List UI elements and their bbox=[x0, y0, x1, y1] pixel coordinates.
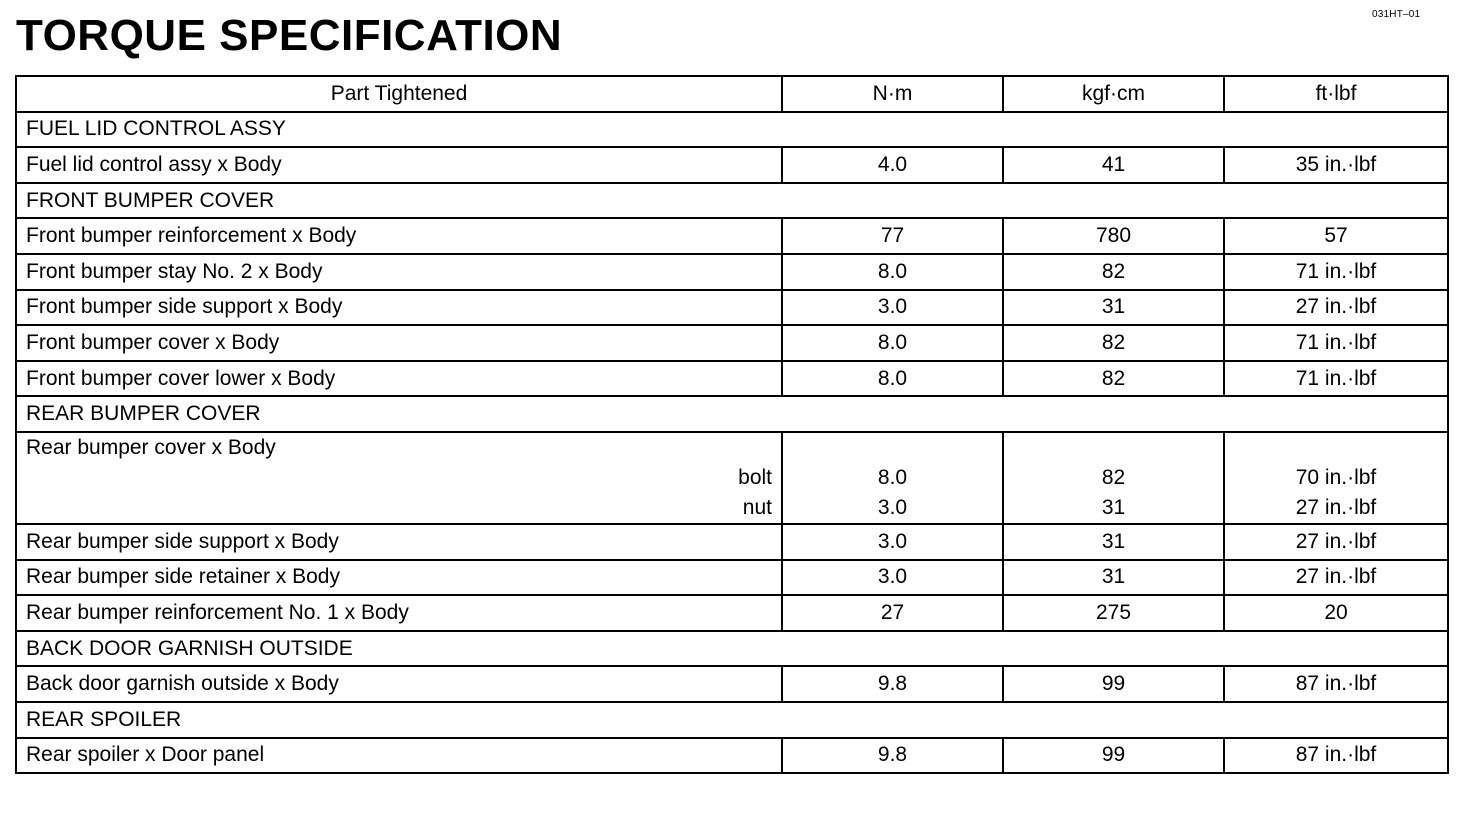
part-cell: Rear spoiler x Door panel bbox=[16, 738, 782, 774]
ftlbf-cell: 27 in.·lbf bbox=[1224, 560, 1448, 596]
part-cell: Front bumper cover x Body bbox=[16, 325, 782, 361]
nm-value-bolt: 8.0 bbox=[877, 465, 908, 489]
kgfcm-cell: 41 bbox=[1003, 147, 1224, 183]
ftlbf-cell: 27 in.·lbf bbox=[1224, 524, 1448, 560]
kgfcm-cell: 82 bbox=[1003, 254, 1224, 290]
section-row bbox=[16, 112, 1448, 148]
ftlbf-cell: 71 in.·lbf bbox=[1224, 254, 1448, 290]
ftlbf-cell: 20 bbox=[1224, 595, 1448, 631]
column-header-nm: N·m bbox=[782, 76, 1003, 112]
table-row bbox=[16, 218, 1448, 254]
part-cell: Front bumper cover lower x Body bbox=[16, 361, 782, 397]
section-label: REAR BUMPER COVER bbox=[16, 396, 1448, 432]
kgfcm-value-bolt: 82 bbox=[1101, 465, 1126, 489]
kgfcm-cell: 82 bbox=[1003, 325, 1224, 361]
document-code: 031HT–01 bbox=[1372, 9, 1421, 20]
part-cell: Front bumper reinforcement x Body bbox=[16, 218, 782, 254]
kgfcm-cell: 275 bbox=[1003, 595, 1224, 631]
nm-cell bbox=[782, 432, 1003, 524]
ftlbf-value-nut: 27 in.·lbf bbox=[1295, 495, 1377, 519]
part-cell: Rear bumper reinforcement No. 1 x Body bbox=[16, 595, 782, 631]
ftlbf-cell: 87 in.·lbf bbox=[1224, 738, 1448, 774]
table-row bbox=[16, 254, 1448, 290]
kgfcm-cell: 780 bbox=[1003, 218, 1224, 254]
section-row bbox=[16, 396, 1448, 432]
kgfcm-cell: 99 bbox=[1003, 666, 1224, 702]
ftlbf-value-bolt: 70 in.·lbf bbox=[1295, 465, 1377, 489]
nm-cell: 8.0 bbox=[782, 361, 1003, 397]
part-cell: Rear bumper side support x Body bbox=[16, 524, 782, 560]
ftlbf-cell: 35 in.·lbf bbox=[1224, 147, 1448, 183]
part-name: Rear bumper cover x Body bbox=[26, 435, 276, 459]
section-label: FRONT BUMPER COVER bbox=[16, 183, 1448, 219]
column-header-part: Part Tightened bbox=[16, 76, 782, 112]
section-label: FUEL LID CONTROL ASSY bbox=[16, 112, 1448, 148]
nm-cell: 8.0 bbox=[782, 325, 1003, 361]
kgfcm-cell bbox=[1003, 432, 1224, 524]
nm-cell: 8.0 bbox=[782, 254, 1003, 290]
kgfcm-cell: 31 bbox=[1003, 290, 1224, 326]
part-cell: Rear bumper side retainer x Body bbox=[16, 560, 782, 596]
column-header-ftlbf: ft·lbf bbox=[1224, 76, 1448, 112]
ftlbf-cell: 27 in.·lbf bbox=[1224, 290, 1448, 326]
part-cell: Front bumper side support x Body bbox=[16, 290, 782, 326]
table-row bbox=[16, 290, 1448, 326]
section-row bbox=[16, 702, 1448, 738]
part-cell: Back door garnish outside x Body bbox=[16, 666, 782, 702]
nm-cell: 9.8 bbox=[782, 666, 1003, 702]
fastener-label-nut: nut bbox=[742, 495, 772, 519]
table-header-row bbox=[16, 76, 1448, 112]
table-row bbox=[16, 738, 1448, 774]
part-cell bbox=[16, 432, 782, 524]
table-row bbox=[16, 361, 1448, 397]
fastener-label-bolt: bolt bbox=[738, 465, 772, 489]
ftlbf-cell bbox=[1224, 432, 1448, 524]
part-cell: Fuel lid control assy x Body bbox=[16, 147, 782, 183]
nm-value-nut: 3.0 bbox=[877, 495, 908, 519]
nm-cell: 27 bbox=[782, 595, 1003, 631]
kgfcm-cell: 31 bbox=[1003, 560, 1224, 596]
table-row bbox=[16, 147, 1448, 183]
nm-cell: 4.0 bbox=[782, 147, 1003, 183]
nm-cell: 3.0 bbox=[782, 290, 1003, 326]
kgfcm-cell: 99 bbox=[1003, 738, 1224, 774]
section-row bbox=[16, 631, 1448, 667]
table-row bbox=[16, 560, 1448, 596]
nm-cell: 9.8 bbox=[782, 738, 1003, 774]
table-row bbox=[16, 666, 1448, 702]
nm-cell: 77 bbox=[782, 218, 1003, 254]
ftlbf-cell: 71 in.·lbf bbox=[1224, 325, 1448, 361]
kgfcm-value-nut: 31 bbox=[1101, 495, 1126, 519]
ftlbf-cell: 57 bbox=[1224, 218, 1448, 254]
ftlbf-cell: 71 in.·lbf bbox=[1224, 361, 1448, 397]
column-header-kgfcm: kgf·cm bbox=[1003, 76, 1224, 112]
section-label: REAR SPOILER bbox=[16, 702, 1448, 738]
kgfcm-cell: 31 bbox=[1003, 524, 1224, 560]
nm-cell: 3.0 bbox=[782, 560, 1003, 596]
table-row-multi bbox=[16, 432, 1448, 524]
kgfcm-cell: 82 bbox=[1003, 361, 1224, 397]
table-row bbox=[16, 595, 1448, 631]
section-row bbox=[16, 183, 1448, 219]
section-label: BACK DOOR GARNISH OUTSIDE bbox=[16, 631, 1448, 667]
part-cell: Front bumper stay No. 2 x Body bbox=[16, 254, 782, 290]
ftlbf-cell: 87 in.·lbf bbox=[1224, 666, 1448, 702]
page-title: TORQUE SPECIFICATION bbox=[16, 11, 563, 60]
table-row bbox=[16, 524, 1448, 560]
nm-cell: 3.0 bbox=[782, 524, 1003, 560]
torque-spec-table bbox=[15, 75, 1449, 774]
table-row bbox=[16, 325, 1448, 361]
